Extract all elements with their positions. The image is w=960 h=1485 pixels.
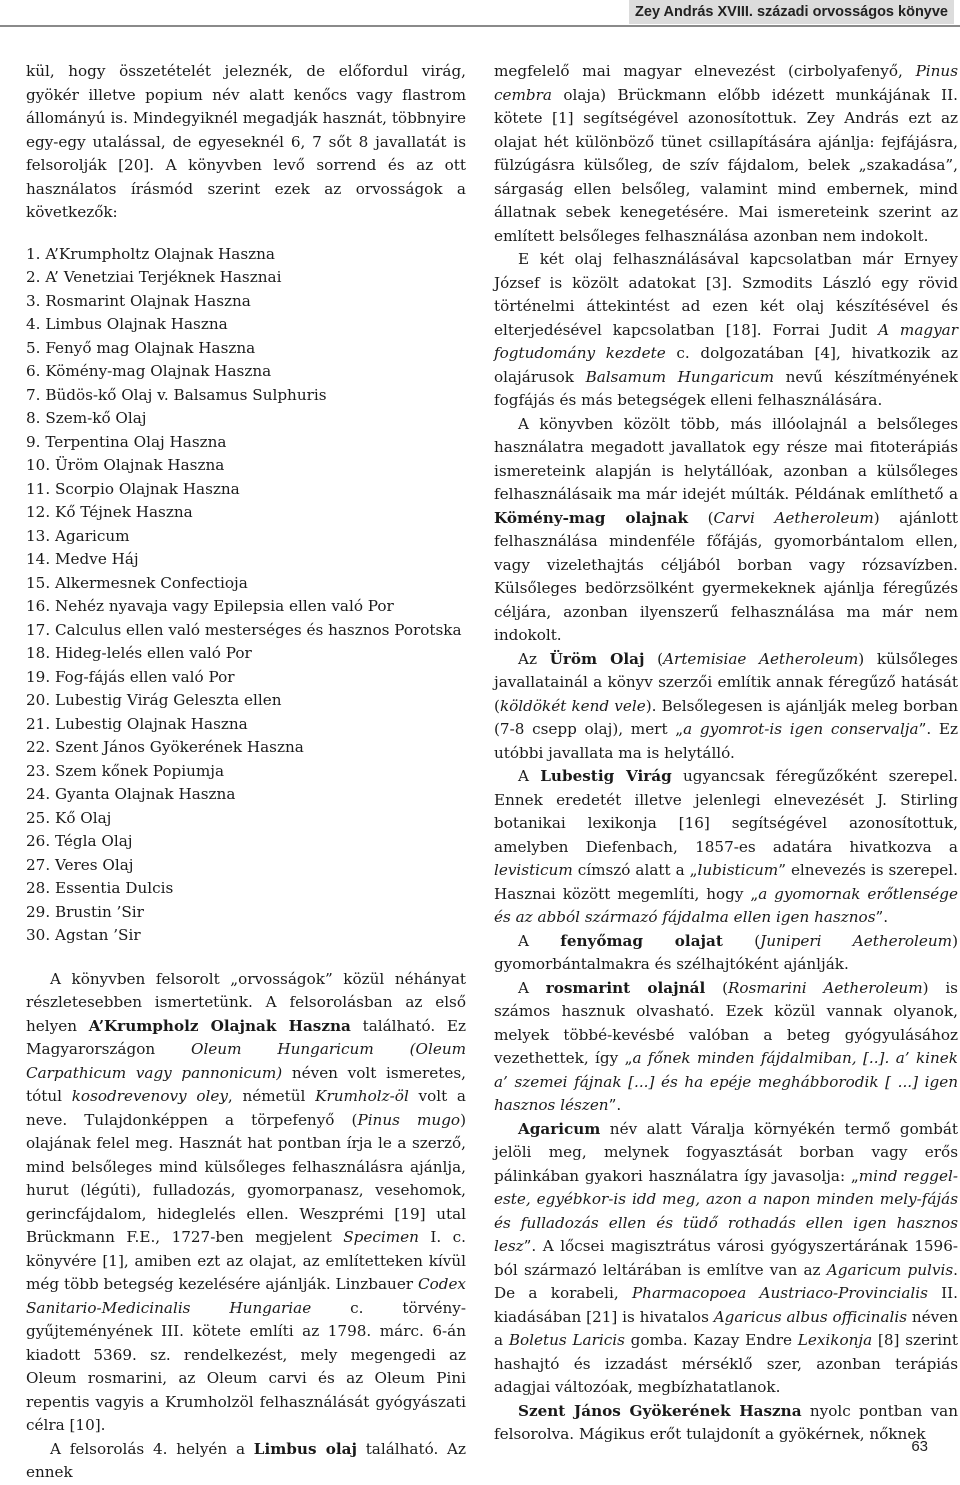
text-run: ). Belsőlegesen is ajánlják meleg borban (7-8 csepp olaj), mert „ <box>494 696 958 738</box>
paragraph <box>494 930 958 977</box>
remedy-list-item: 23. Szem kőnek Popiumja <box>26 761 225 780</box>
text-run: II. kiadásában [21] is hivatalos <box>494 1284 958 1326</box>
text-run: gomba. Kazay Endre <box>624 1331 798 1349</box>
bold-term: Agaricum <box>518 1119 601 1138</box>
italic-term: A magyar fogtudomány kezdete <box>494 320 958 362</box>
italic-term: a főnek minden fájdalmiban, [..]. a’ kinek a’ szemei fájnak [...] és ha epéje meghábborodik [ ...] igen hasznos lészen <box>494 1049 958 1114</box>
remedy-list-item: 18. Hideg-lelés ellen való Por <box>26 644 252 662</box>
remedy-list-item: 21. Lubestig Olajnak Haszna <box>26 714 248 733</box>
italic-term: Agaricus albus officinalis <box>713 1307 908 1326</box>
bold-term: rosmarint olajnál <box>545 978 706 997</box>
italic-term: Lexikonja <box>797 1331 873 1349</box>
paragraph <box>494 60 958 248</box>
paragraph <box>494 1118 958 1400</box>
italic-term: köldökét kend vele <box>499 696 646 715</box>
bold-term: Kömény-mag olajnak <box>494 508 689 527</box>
remedy-list-item: 7. Büdös-kő Olaj v. Balsamus Sulphuris <box>26 385 327 404</box>
text-run: ( <box>688 508 714 527</box>
bold-term: Üröm Olaj <box>549 649 645 668</box>
text-run: ” elnevezés is szerepel. Hasznai között megemlíti, hogy „ <box>494 861 958 903</box>
text-run: . De a korabeli, <box>494 1260 958 1302</box>
text-run: ( <box>644 649 664 668</box>
bold-term: Lubestig Virág <box>540 767 672 785</box>
right-column <box>494 60 958 1447</box>
text-run: név alatt Váralja környékén termő gombát jelöli meg, melynek fogyasztását borban vagy erős pálinkában gyakori használatra így javasolja: „ <box>494 1119 958 1185</box>
text-run: A könyvben felsorolt „orvosságok” közül néhányat részletesebben ismertetünk. A felsorolásban az első helyen <box>26 969 466 1035</box>
remedy-list-item: 28. Essentia Dulcis <box>26 879 174 897</box>
paragraph <box>494 648 958 766</box>
remedy-list-item: 9. Terpentina Olaj Haszna <box>26 432 227 451</box>
text-run: I. c. könyvére [1], amiben ezt az olajat, az említetteken kívül még több betegség kezelésére ajánlják. Linzbauer <box>26 1228 466 1293</box>
remedy-list-item: 17. Calculus ellen való mesterséges és hasznos Porotska <box>26 620 462 639</box>
text-run: található. Ez Magyarországon <box>26 1016 466 1058</box>
text-run: A <box>518 767 541 785</box>
text-run: c. törvény-gyűjteményének III. kötete említi az 1798. márc. 6-án kiadott 5369. sz. rendelkezést, mely megengedi az Oleum rosmarini, az Oleum carvi és az Oleum Pini repentis vagyis a Krumholzöl felhasználását gyógyászati célra [10]. <box>26 1298 467 1434</box>
italic-term: lubisticum <box>697 861 779 879</box>
paragraph <box>26 968 466 1438</box>
remedy-list-item: 29. Brustin ’Sir <box>26 902 144 921</box>
italic-term: Pinus mugo <box>357 1110 461 1129</box>
text-run: olaja) Brückmann előbb idézett munkájának II. kötete [1] segítségével azonosítottuk. Zey András ezt az olajat hét különböző tünet csillapítására ajánlja: fejfájásra, fülzúgásra külsőleg, de szív fájdalom, belek „szakadása”, sárgaság ellen belsőleg, valamint mind embernek, mind állatnak sebek kenegetésére. Mai ismereteink szerint az említett belsőleges felhasználása azonban nem indokolt. <box>494 85 958 245</box>
running-header-title: Zey András XVIII. századi orvosságos könyve <box>629 0 954 24</box>
remedy-list-item: 15. Alkermesnek Confectioja <box>26 573 248 592</box>
text-run: ( <box>722 931 761 950</box>
left-column <box>26 60 466 1485</box>
bold-term: A’Krumpholz Olajnak Haszna <box>88 1016 351 1035</box>
italic-term: Carvi Aetheroleum <box>713 508 874 527</box>
paragraph <box>494 977 958 1118</box>
remedy-list-item: 30. Agstan ’Sir <box>26 926 141 944</box>
remedy-list-item: 13. Agaricum <box>26 526 130 545</box>
paragraph <box>26 1438 466 1485</box>
text-run: ( <box>705 978 728 997</box>
text-run: néven volt ismeretes, tótul <box>26 1063 466 1105</box>
text-run: címszó alatt a „ <box>572 861 698 879</box>
text-run: ”. Ez utóbbi javallata ma is helytálló. <box>494 720 958 762</box>
italic-term: a gyomornak erőtlensége és az abból származó fájdalma ellen igen hasznos <box>494 884 958 926</box>
paragraph <box>494 413 958 648</box>
remedy-list <box>26 243 466 948</box>
remedy-list-item: 8. Szem-kő Olaj <box>26 409 147 427</box>
text-run: volt a neve. Tulajdonképpen a törpefenyő ( <box>26 1087 466 1129</box>
italic-term: mind reggel-este, egyébkor-is idd meg, azon a napon minden mely-fájás és fulladozás ellen és tüdő rothadás ellen igen hasznos lesz <box>494 1166 958 1255</box>
text-run: nevű készítményének fogfájás és más betegségek elleni felhasználására. <box>494 367 958 409</box>
text-run: ) külsőleges javallatainál a könyv szerzői említik annak féregűző hatását ( <box>494 649 958 715</box>
remedy-list-item: 10. Üröm Olajnak Haszna <box>26 456 225 474</box>
text-run: , németül <box>227 1087 316 1105</box>
bold-term: fenyőmag olajat <box>560 931 723 950</box>
remedy-list-item: 4. Limbus Olajnak Haszna <box>26 315 228 333</box>
remedy-list-item: 24. Gyanta Olajnak Haszna <box>26 785 236 803</box>
text-run: ) is számos hasznuk olvasható. Ezek közül vannak olyanok, melyek többé-kevésbé valóban a beteg gyógyulásához vezethettek, így „ <box>494 978 958 1067</box>
italic-term: Agaricum pulvis <box>826 1260 954 1279</box>
italic-term: Specimen <box>343 1228 419 1246</box>
text-run: A <box>518 978 546 997</box>
remedy-list-item: 11. Scorpio Olajnak Haszna <box>26 479 240 498</box>
italic-term: Rosmarini Aetheroleum <box>728 978 923 997</box>
bold-term: Szent János Gyökerének Haszna <box>518 1401 802 1420</box>
remedy-list-item: 20. Lubestig Virág Geleszta ellen <box>26 691 282 709</box>
paragraph <box>26 60 466 225</box>
text-run: E két olaj felhasználásával kapcsolatban már Ernyey József is közölt adatokat [3]. Szmodits László egy rövid történelmi áttekintést ad ezen két olaj készítésével és elterjedésével kapcsolatban [18]. Forrai Judit <box>494 250 958 339</box>
remedy-list-item: 3. Rosmarint Olajnak Haszna <box>26 291 251 310</box>
paragraph <box>494 248 958 413</box>
remedy-list-item: 22. Szent János Gyökerének Haszna <box>26 738 304 756</box>
text-run: ”. <box>608 1096 622 1114</box>
text-run: ) olajának felel meg. Hasznát hat pontban írja le a szerző, mind belsőleges mind külsőleges felhasználásra ajánlja, hurut (légúti), fulladozás, gyomorpanasz, vesehomok, gerincfájdalom, hideglelés ellen. Weszprémi [19] utal Brückmann F.E., 1727-ben megjelent <box>26 1110 467 1246</box>
header-rule <box>0 25 960 27</box>
text-run: megfelelő mai magyar elnevezést (cirbolyafenyő, <box>494 62 916 80</box>
italic-term: a gyomrot-is igen conservalja <box>683 720 919 738</box>
text-run: [8] szerint hashajtó és izzadást mérséklő szer, azonban terápiás adagjai változóak, megbízhatatlanok. <box>494 1331 958 1396</box>
remedy-list-item: 27. Veres Olaj <box>26 855 134 874</box>
text-run: ”. A lőcsei magisztrátus városi gyógyszertárának 1596-ból származó leltárában is említve van az <box>494 1237 958 1279</box>
italic-term: kosodrevenovy oley <box>71 1087 228 1105</box>
remedy-list-item: 26. Tégla Olaj <box>26 832 133 850</box>
text-run: néven a <box>494 1307 958 1349</box>
paragraph <box>494 1400 958 1447</box>
bold-term: Limbus olaj <box>253 1439 357 1458</box>
remedy-list-item: 2. A’ Venetziai Terjéknek Hasznai <box>26 268 282 286</box>
text-run: található. Az ennek <box>26 1439 466 1481</box>
italic-term: levisticum <box>494 861 573 879</box>
remedy-list-item: 1. A’Krumpholtz Olajnak Haszna <box>26 244 275 263</box>
text-run: ugyancsak féregűzőként szerepel. Ennek eredetét illetve jelenlegi elnevezését J. Stirling botanikai lexikonja [16] segítségével azonosítottuk, amelyben Diefenbach, 1857-es adatára hivatkozva a <box>494 767 959 856</box>
italic-term: Krumholz-öl <box>315 1087 409 1105</box>
text-run: A könyvben közölt több, más illóolajnál a belsőleges használatra megadott javallatok egy része mai fitoterápiás ismereteink alapján is helytállóak, azonban a külsőleges felhasználásaik ma már idejét múlták. Példának említhető a <box>494 414 958 503</box>
text-run: c. dolgozatában [4], hivatkozik az olajárusok <box>494 344 958 386</box>
italic-term: Artemisiae Aetheroleum <box>663 649 859 668</box>
page-number: 63 <box>911 1438 928 1455</box>
italic-term: Pharmacopoea Austriaco-Provincialis <box>631 1284 928 1302</box>
remedy-list-item: 16. Nehéz nyavaja vagy Epilepsia ellen való Por <box>26 597 394 615</box>
italic-term: Pinus cembra <box>494 62 958 104</box>
running-header <box>0 0 960 27</box>
remedy-list-item: 12. Kő Téjnek Haszna <box>26 503 193 521</box>
text-run: ) ajánlott felhasználása mindenféle főfájás, gyomorbántalom ellen, vagy vizelethajtás céljából borban vagy rózsavízben. Külsőleges bedörzsölként gyermekeknek ajánlja féregűzés céljára, azonban ilyenszerű felhasználása ma már nem indokolt. <box>494 508 958 644</box>
text-run: kül, hogy összetételét jeleznék, de előfordul virág, gyökér illetve popium név alatt kenőcs vagy flastrom állományú is. Mindegyiknél megadják hasznát, többnyire egy-egy utalással, de egyeseknél 6, 7 sőt 8 javallatát is felsorolják [20]. A könyvben levő sorrend és az ott használatos írásmód szerint ezek az orvosságok a következők: <box>26 62 466 221</box>
text-run: ”. <box>875 908 889 926</box>
remedy-list-item: 19. Fog-fájás ellen való Por <box>26 667 235 686</box>
italic-term: Balsamum Hungaricum <box>585 367 775 386</box>
remedy-list-item: 6. Kömény-mag Olajnak Haszna <box>26 362 272 380</box>
italic-term: Boletus Laricis <box>508 1331 625 1349</box>
text-run: A felsorolás 4. helyén a <box>50 1439 254 1458</box>
text-run: ) gyomorbántalmakra és szélhajtóként ajánlják. <box>494 931 958 973</box>
text-run: Az <box>518 649 550 668</box>
italic-term: Juniperi Aetheroleum <box>760 931 953 950</box>
italic-term: Oleum Hungaricum (Oleum Carpathicum vagy pannonicum) <box>26 1040 467 1082</box>
text-run: nyolc pontban van felsorolva. Mágikus erőt tulajdonít a gyökérnek, nőknek <box>494 1401 958 1443</box>
remedy-list-item: 14. Medve Háj <box>26 550 139 568</box>
remedy-list-item: 25. Kő Olaj <box>26 808 112 827</box>
text-run: A <box>518 931 561 950</box>
italic-term: Codex Sanitario-Medicinalis Hungariae <box>26 1275 466 1317</box>
paragraph <box>494 765 958 930</box>
remedy-list-item: 5. Fenyő mag Olajnak Haszna <box>26 338 256 357</box>
